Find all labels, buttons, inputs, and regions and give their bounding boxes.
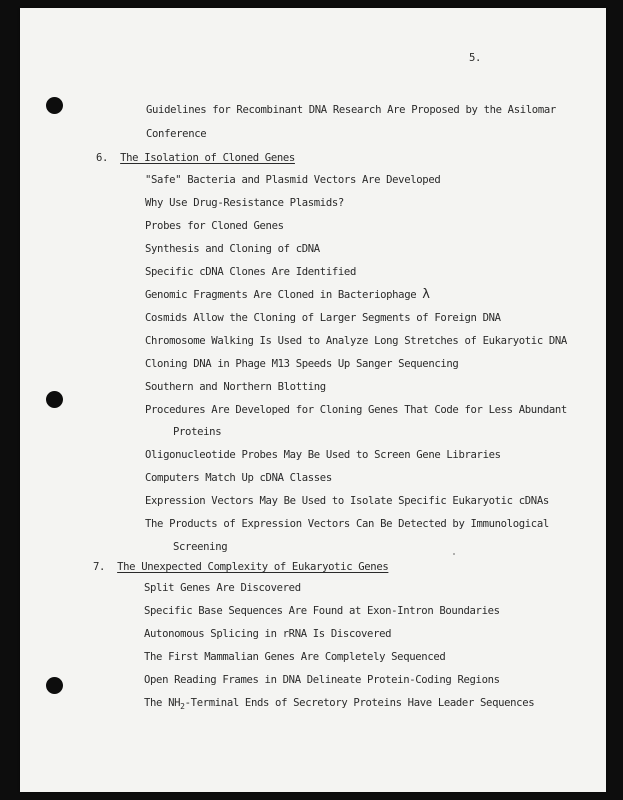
toc-topic: Guidelines for Recombinant DNA Research Are Proposed by the Asilomar [146,104,556,116]
section-number: 6. [96,152,109,164]
toc-topic: Chromosome Walking Is Used to Analyze Long Stretches of Eukaryotic DNA [145,335,567,347]
toc-topic-continuation: Proteins [173,426,222,438]
toc-topic: Southern and Northern Blotting [145,381,326,393]
document-page [20,8,606,792]
toc-topic: Open Reading Frames in DNA Delineate Protein-Coding Regions [144,674,500,686]
toc-topic: The First Mammalian Genes Are Completely Sequenced [144,651,446,663]
toc-topic: Computers Match Up cDNA Classes [145,472,332,484]
toc-topic: Probes for Cloned Genes [145,220,284,232]
toc-topic: The Products of Expression Vectors Can Be Detected by Immunological [145,518,549,530]
section-title: The Unexpected Complexity of Eukaryotic Genes [117,561,389,573]
topic-text: Genomic Fragments Are Cloned in Bacteriophage [145,289,417,301]
topic-text-before: The NH [144,697,181,709]
toc-topic: "Safe" Bacteria and Plasmid Vectors Are Developed [145,174,441,186]
toc-topic-nh2 [144,697,534,709]
toc-section-6 [96,152,295,164]
binder-hole-top [46,97,63,114]
toc-topic: Cosmids Allow the Cloning of Larger Segments of Foreign DNA [145,312,501,324]
binder-hole-bottom [46,677,63,694]
page-number: 5. [469,52,482,64]
toc-topic: Oligonucleotide Probes May Be Used to Screen Gene Libraries [145,449,501,461]
binder-hole-middle [46,391,63,408]
toc-topic: Synthesis and Cloning of cDNA [145,243,320,255]
toc-topic-continuation: Conference [146,128,207,140]
toc-topic: Expression Vectors May Be Used to Isolate Specific Eukaryotic cDNAs [145,495,549,507]
paper-speck [453,553,455,555]
toc-section-7 [93,561,388,573]
toc-topic: Autonomous Splicing in rRNA Is Discovered [144,628,392,640]
section-number: 7. [93,561,106,573]
section-title: The Isolation of Cloned Genes [120,152,295,164]
toc-topic: Specific cDNA Clones Are Identified [145,266,356,278]
subscript: 2 [180,702,185,711]
topic-text-after: -Terminal Ends of Secretory Proteins Have Leader Sequences [184,697,535,709]
toc-topic: Why Use Drug-Resistance Plasmids? [145,197,344,209]
toc-topic-continuation: Screening [173,541,228,553]
toc-topic: Split Genes Are Discovered [144,582,301,594]
toc-topic-bacteriophage [145,289,430,301]
toc-topic: Specific Base Sequences Are Found at Exon-Intron Boundaries [144,605,500,617]
toc-topic: Procedures Are Developed for Cloning Genes That Code for Less Abundant [145,404,567,416]
lambda-symbol: λ [422,287,430,302]
toc-topic: Cloning DNA in Phage M13 Speeds Up Sanger Sequencing [145,358,459,370]
